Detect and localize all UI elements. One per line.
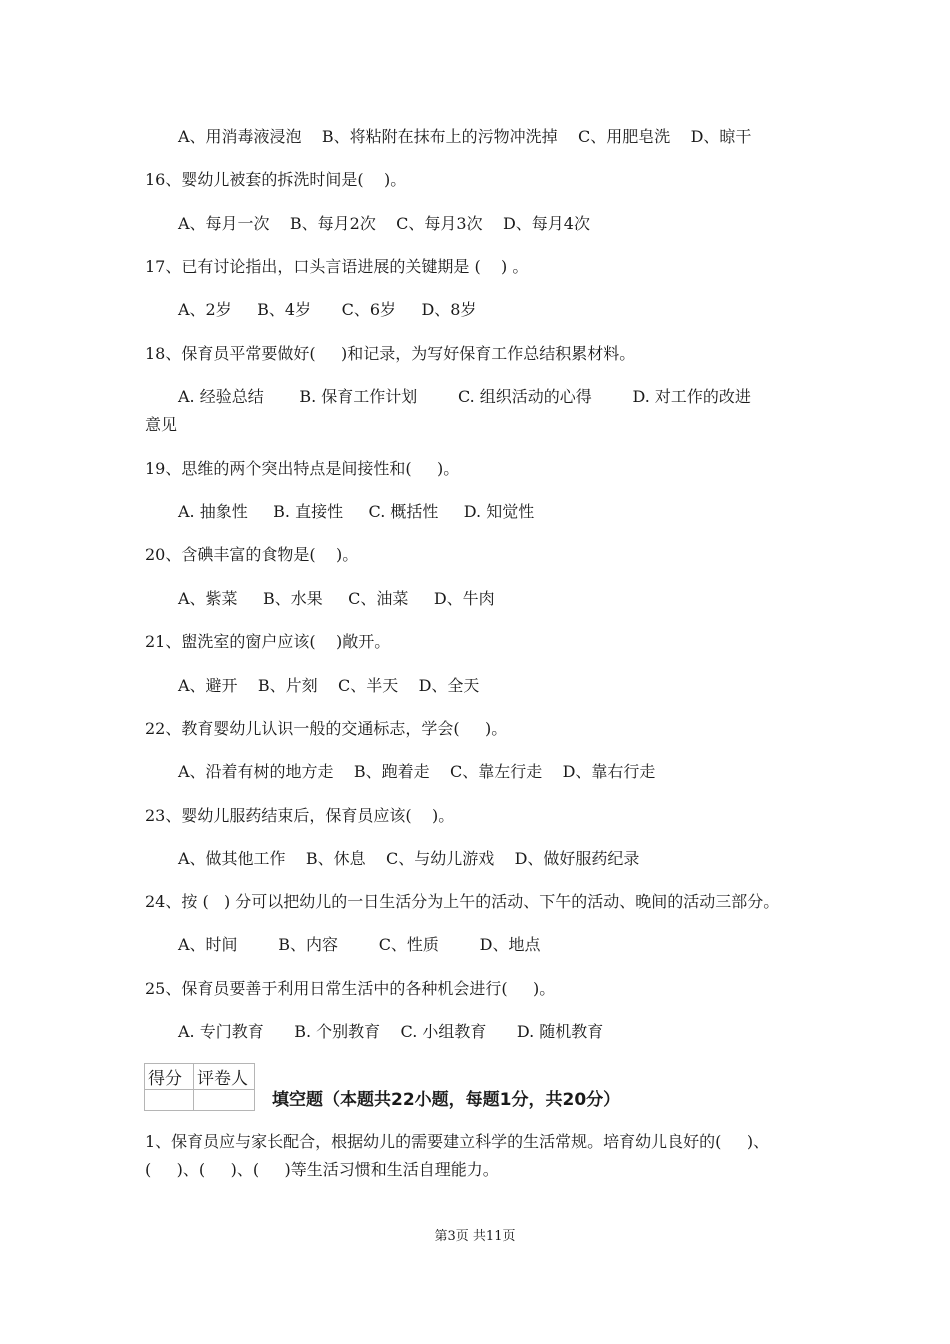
score-header: 得分 (145, 1064, 194, 1090)
page-footer: 第3页 共11页 (434, 1229, 516, 1244)
grader-header: 评卷人 (194, 1064, 255, 1090)
q22-text: 22、教育婴幼儿认识一般的交通标志，学会( )。 (145, 719, 508, 738)
q18-text: 18、保育员平常要做好( )和记录，为写好保育工作总结积累材料。 (145, 344, 636, 363)
q22-options: A、沿着有树的地方走 B、跑着走 C、靠左行走 D、靠右行走 (178, 762, 656, 781)
q25-text: 25、保育员要善于利用日常生活中的各种机会进行( )。 (145, 979, 556, 998)
q16-text: 16、婴幼儿被套的拆洗时间是( )。 (145, 170, 407, 189)
fill-q1-text-continued: ( )、( )、( )等生活习惯和生活自理能力。 (145, 1160, 499, 1179)
q20-options: A、紫菜 B、水果 C、油菜 D、牛肉 (178, 589, 495, 608)
q15-options: A、用消毒液浸泡 B、将粘附在抹布上的污物冲洗掉 C、用肥皂洗 D、晾干 (178, 127, 752, 146)
q17-options: A、2岁 B、4岁 C、6岁 D、8岁 (178, 300, 477, 319)
q24-options: A、时间 B、内容 C、性质 D、地点 (178, 935, 541, 954)
q24-text: 24、按 ( ) 分可以把幼儿的一日生活分为上午的活动、下午的活动、晚间的活动三部分。 (145, 892, 780, 911)
score-table (144, 1063, 255, 1111)
q16-options: A、每月一次 B、每月2次 C、每月3次 D、每月4次 (178, 214, 590, 233)
q17-text: 17、已有讨论指出，口头言语进展的关键期是 ( ) 。 (145, 257, 529, 276)
fill-q1-text: 1、保育员应与家长配合，根据幼儿的需要建立科学的生活常规。培育幼儿良好的( )、 (145, 1132, 770, 1151)
score-cell (145, 1090, 194, 1111)
q20-text: 20、含碘丰富的食物是( )。 (145, 545, 359, 564)
grader-cell (194, 1090, 255, 1111)
q18-options: A. 经验总结 B. 保育工作计划 C. 组织活动的心得 D. 对工作的改进 (178, 387, 751, 406)
q23-text: 23、婴幼儿服药结束后，保育员应该( )。 (145, 806, 455, 825)
q21-text: 21、盥洗室的窗户应该( )敞开。 (145, 632, 391, 651)
q21-options: A、避开 B、片刻 C、半天 D、全天 (178, 676, 480, 695)
q18-options-continued: 意见 (145, 415, 178, 434)
q23-options: A、做其他工作 B、休息 C、与幼儿游戏 D、做好服药纪录 (178, 849, 640, 868)
q25-options: A. 专门教育 B. 个别教育 C. 小组教育 D. 随机教育 (178, 1022, 604, 1041)
q19-options: A. 抽象性 B. 直接性 C. 概括性 D. 知觉性 (178, 502, 535, 521)
section-title: 填空题（本题共22小题，每题1分，共20分） (272, 1090, 621, 1110)
q19-text: 19、思维的两个突出特点是间接性和( )。 (145, 459, 460, 478)
